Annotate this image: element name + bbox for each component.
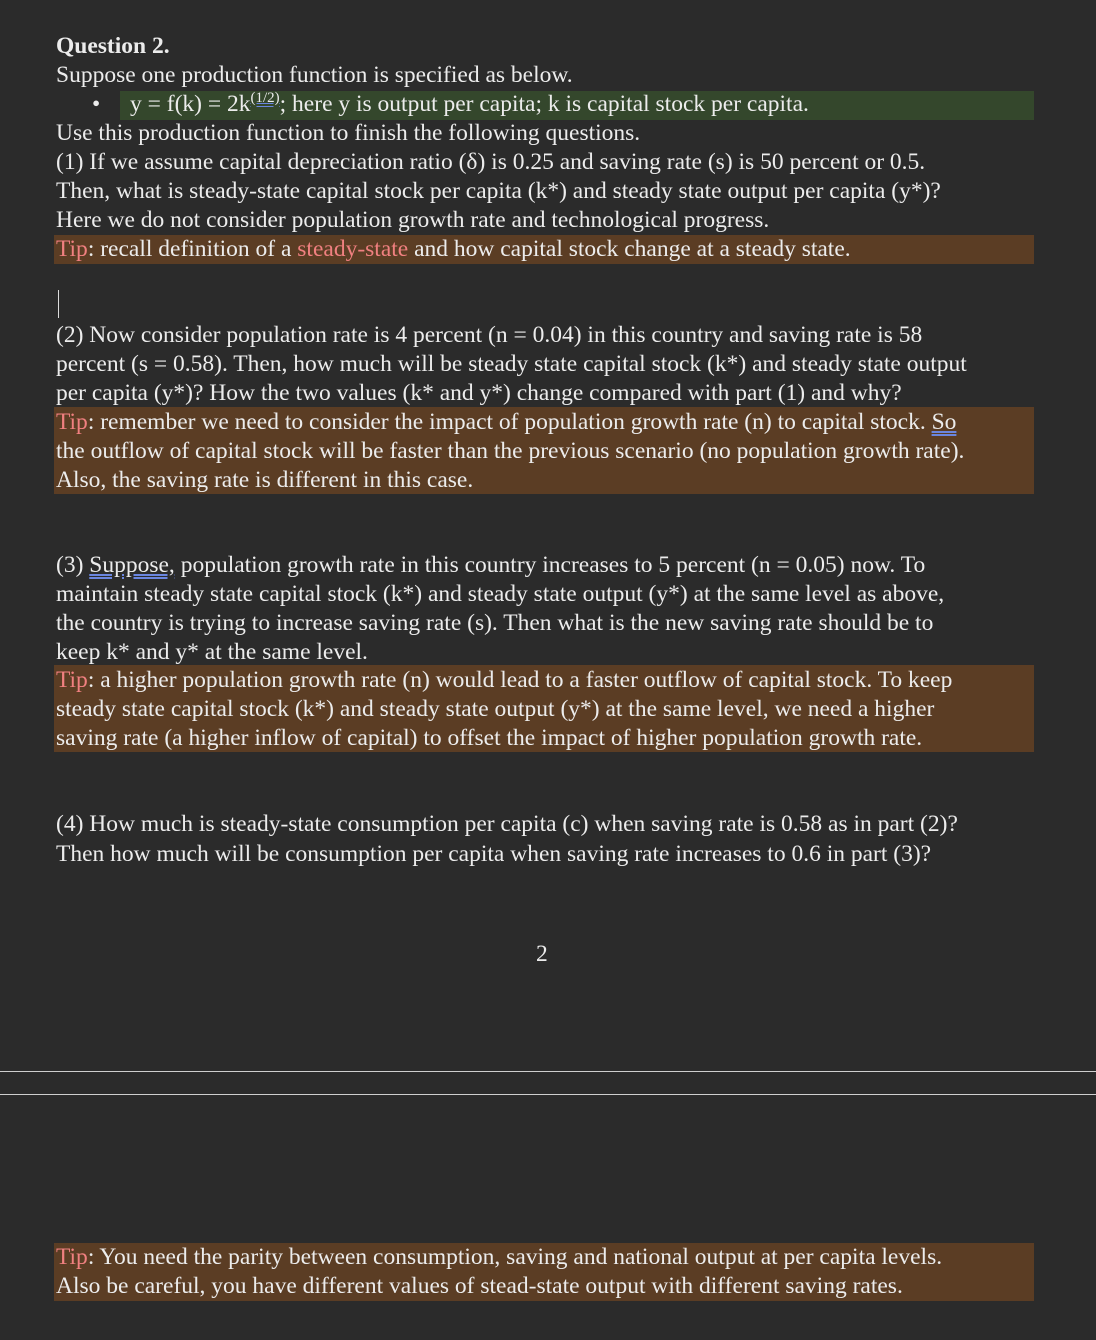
- q2-line-1: (2) Now consider population rate is 4 percent (n = 0.04) in this country and saving rate is 58: [56, 322, 923, 348]
- tip-label: Tip: [56, 667, 88, 693]
- tip-label: Tip: [56, 236, 88, 262]
- final-tip-text: : You need the parity between consumption, saving and national output at per capita levels.: [87, 1244, 943, 1270]
- q1-line-2: Then, what is steady-state capital stock per capita (k*) and steady state output per capita (y*)?: [56, 178, 941, 204]
- production-function: [130, 90, 809, 119]
- q2-tip-underlined: So: [931, 409, 957, 435]
- q1-tip: [56, 235, 851, 264]
- q2-tip-line-2: the outflow of capital stock will be faster than the previous scenario (no population growth rate).: [56, 438, 965, 464]
- bullet-dot: •: [92, 91, 101, 117]
- q1-tip-term: steady-state: [297, 236, 409, 262]
- q3-line-1-rest: population growth rate in this country increases to 5 percent (n = 0.05) now. To: [174, 552, 926, 578]
- final-tip-line-1: [56, 1243, 942, 1272]
- q3-line-2: maintain steady state capital stock (k*) and steady state output (y*) at the same level as above,: [56, 581, 945, 607]
- q3-tip-line-3: saving rate (a higher inflow of capital) to offset the impact of higher population growth rate.: [56, 725, 923, 751]
- q1-tip-text-end: and how capital stock change at a steady state.: [408, 236, 851, 262]
- tip-label: Tip: [56, 409, 88, 435]
- tip-label: Tip: [56, 1244, 88, 1270]
- q3-line-1: [56, 551, 925, 580]
- q2-tip-line-3: Also, the saving rate is different in this case.: [56, 467, 474, 493]
- page-break-rule-bottom: [0, 1094, 1096, 1095]
- q2-tip-text: : remember we need to consider the impact of population growth rate (n) to capital stock.: [87, 409, 932, 435]
- q1-line-3: Here we do not consider population growth rate and technological progress.: [56, 207, 770, 233]
- q4-line-1: (4) How much is steady-state consumption per capita (c) when saving rate is 0.58 as in part (2)?: [56, 811, 958, 837]
- q3-tip-line-1: [56, 666, 952, 695]
- question-title: Question 2.: [56, 33, 170, 59]
- intro-line: Suppose one production function is specified as below.: [56, 62, 573, 88]
- q3-underlined: Suppose,: [89, 552, 175, 578]
- page-break-rule-top: [0, 1071, 1096, 1072]
- q3-tip-text: : a higher population growth rate (n) would lead to a faster outflow of capital stock. To keep: [87, 667, 953, 693]
- q3-line-3: the country is trying to increase saving rate (s). Then what is the new saving rate should be to: [56, 610, 934, 636]
- text-cursor: [58, 290, 59, 318]
- q1-tip-text: : recall definition of a: [87, 236, 298, 262]
- page-number: 2: [536, 941, 548, 967]
- q4-line-2: Then how much will be consumption per capita when saving rate increases to 0.6 in part (3)?: [56, 841, 932, 867]
- q3-number: (3): [56, 552, 90, 578]
- equation-rest: ; here y is output per capita; k is capital stock per capita.: [279, 91, 809, 117]
- q2-line-3: per capita (y*)? How the two values (k* and y*) change compared with part (1) and why?: [56, 380, 902, 406]
- q2-tip-line-1: [56, 408, 956, 437]
- equation-prefix: y = f(k) = 2k: [130, 91, 251, 117]
- use-line: Use this production function to finish the following questions.: [56, 120, 641, 146]
- q2-line-2: percent (s = 0.58). Then, how much will be steady state capital stock (k*) and steady state output: [56, 351, 967, 377]
- equation-exponent: (1/2): [250, 90, 280, 106]
- q3-line-4: keep k* and y* at the same level.: [56, 639, 368, 665]
- q3-tip-line-2: steady state capital stock (k*) and steady state output (y*) at the same level, we need a higher: [56, 696, 935, 722]
- final-tip-line-2: Also be careful, you have different values of stead-state output with different saving rates.: [56, 1273, 903, 1299]
- q1-line-1: (1) If we assume capital depreciation ratio (δ) is 0.25 and saving rate (s) is 50 percent or 0.5.: [56, 149, 926, 175]
